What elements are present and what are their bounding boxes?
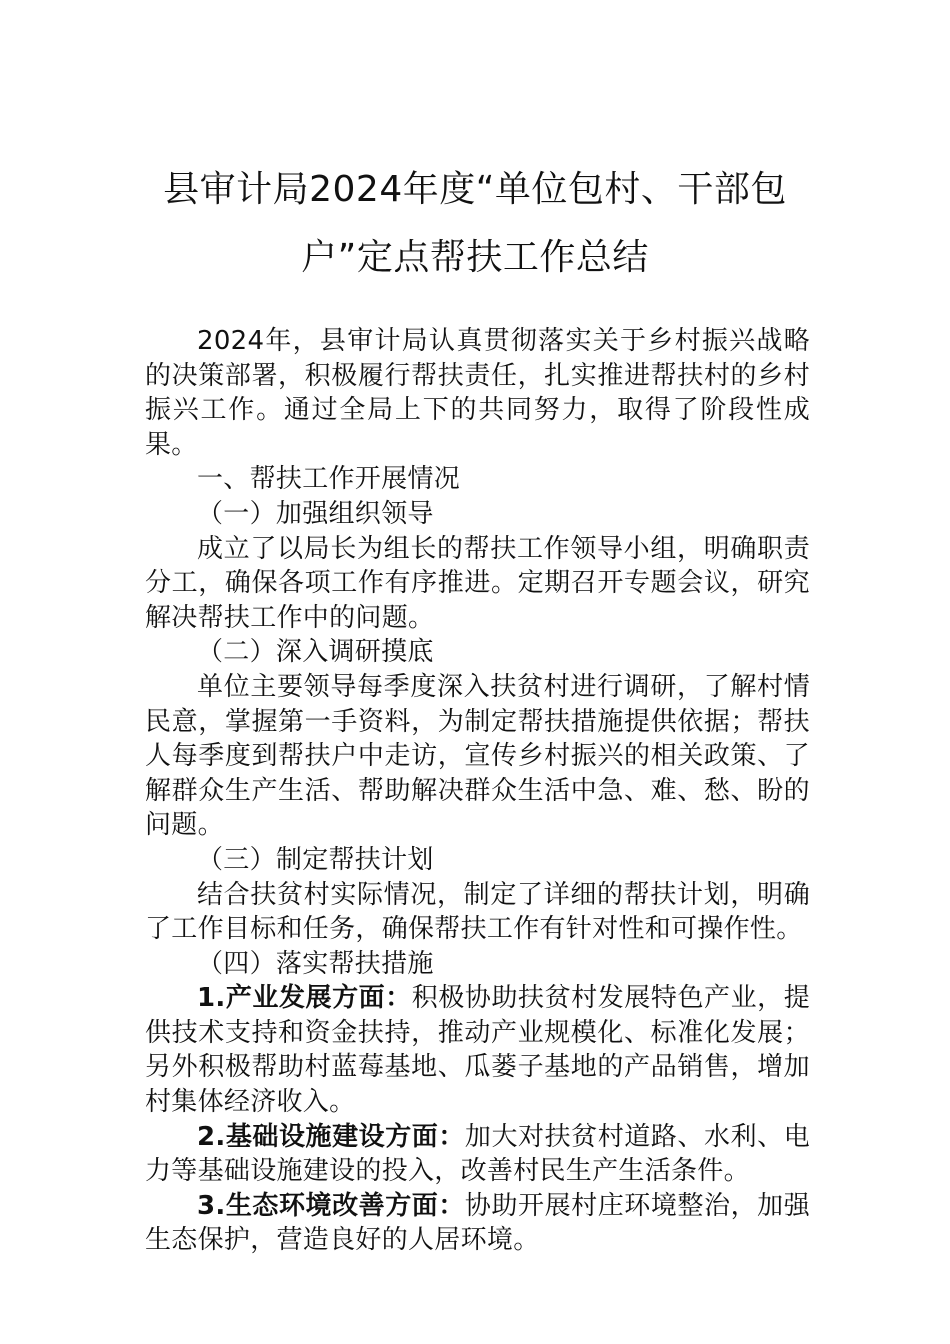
subsection-paragraph-3: 结合扶贫村实际情况，制定了详细的帮扶计划，明确了工作目标和任务，确保帮扶工作有针对性和可操作性。 <box>145 879 810 945</box>
subsection-heading-1: （一）加强组织领导 <box>197 498 434 529</box>
section-heading-1: 一、帮扶工作开展情况 <box>197 464 461 495</box>
measure-item-1 <box>145 981 810 1119</box>
subsection-paragraph-2: 单位主要领导每季度深入扶贫村进行调研，了解村情民意，掌握第一手资料，为制定帮扶措施提供依据；帮扶人每季度到帮扶户中走访，宣传乡村振兴的相关政策、了解群众生产生活、帮助解决群众生活中急、难、愁、盼的问题。 <box>145 671 810 841</box>
document-body <box>145 324 810 1258</box>
subsection-heading-4: （四）落实帮扶措施 <box>197 948 434 979</box>
measure-item-3-text: 协助开展村庄环境整治，加强生态保护，营造良好的人居环境。 <box>145 1190 810 1256</box>
measure-item-1-text: 积极协助扶贫村发展特色产业，提供技术支持和资金扶持，推动产业规模化、标准化发展；另外积极帮助村蓝莓基地、瓜蒌子基地的产品销售，增加村集体经济收入。 <box>145 983 810 1118</box>
document-title-line-1: 县审计局2024年度“单位包村、干部包 <box>163 169 787 210</box>
measure-item-2 <box>145 1120 810 1189</box>
measure-item-2-label: 2.基础设施建设方面： <box>197 1121 465 1152</box>
intro-paragraph: 2024年，县审计局认真贯彻落实关于乡村振兴战略的决策部署，积极履行帮扶责任，扎实推进帮扶村的乡村振兴工作。通过全局上下的共同努力，取得了阶段性成果。 <box>145 326 810 460</box>
subsection-heading-3: （三）制定帮扶计划 <box>197 844 434 875</box>
subsection-heading-2: （二）深入调研摸底 <box>197 637 434 668</box>
measure-item-1-label: 1.产业发展方面： <box>197 983 412 1014</box>
measure-item-3-label: 3.生态环境改善方面： <box>197 1190 465 1221</box>
document-title-line-2: 户”定点帮扶工作总结 <box>301 237 649 278</box>
subsection-paragraph-1: 成立了以局长为组长的帮扶工作领导小组，明确职责分工，确保各项工作有序推进。定期召开专题会议，研究解决帮扶工作中的问题。 <box>145 533 810 633</box>
measure-item-2-text: 加大对扶贫村道路、水利、电力等基础设施建设的投入，改善村民生产生活条件。 <box>145 1121 810 1187</box>
measure-item-3 <box>145 1189 810 1258</box>
